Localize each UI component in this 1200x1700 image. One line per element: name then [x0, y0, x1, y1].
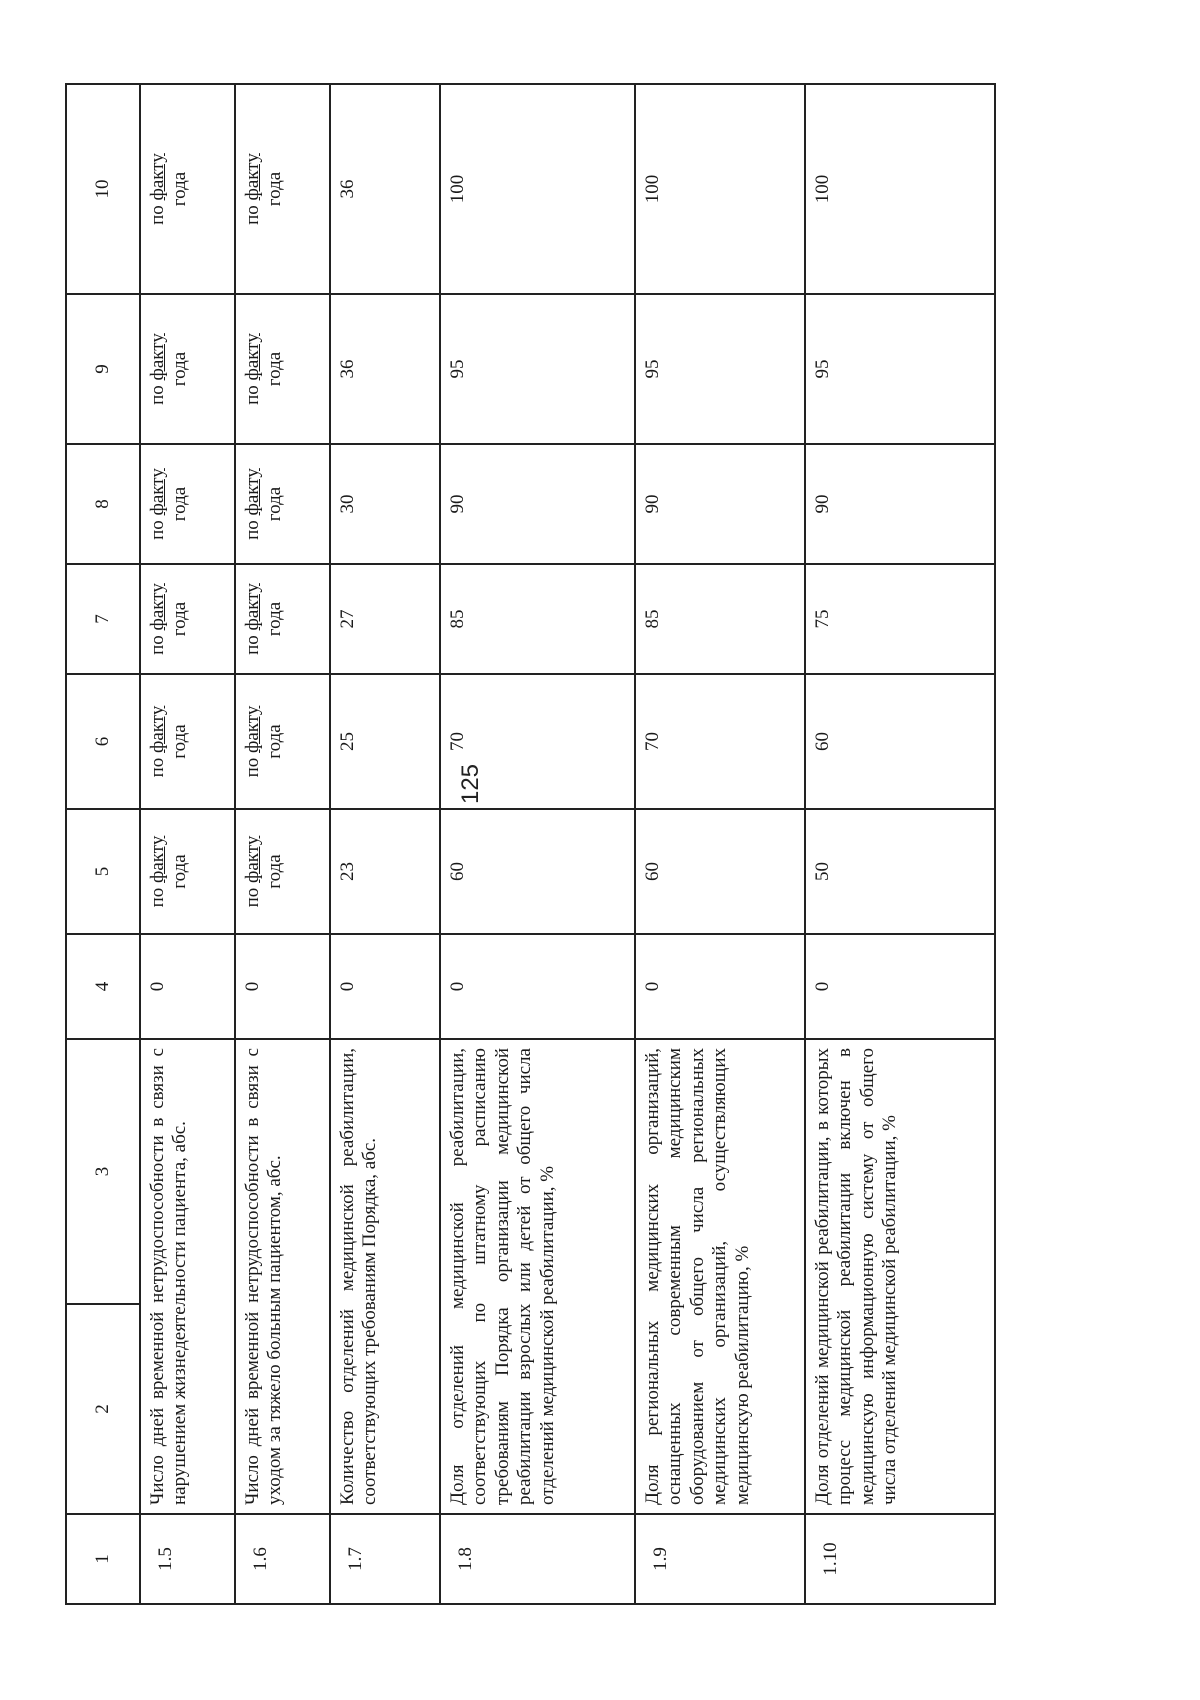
- fact-prefix: по: [147, 385, 168, 405]
- fact-suffix: года: [264, 724, 286, 759]
- fact-value: [140, 809, 235, 934]
- fact-prefix: по: [147, 757, 168, 778]
- table-row: [330, 84, 440, 1604]
- fact-suffix: года: [169, 601, 191, 637]
- column-header: 1: [66, 1514, 140, 1604]
- fact-suffix: года: [169, 171, 191, 207]
- fact-word: факту: [242, 333, 263, 381]
- target-value: 85: [440, 564, 635, 674]
- fact-prefix: по: [147, 520, 168, 540]
- page-number: 125: [457, 763, 485, 805]
- table-container: [65, 85, 980, 1605]
- target-value: 85: [635, 564, 805, 674]
- fact-word: факту: [147, 333, 168, 381]
- column-header: 5: [66, 809, 140, 934]
- fact-value: [140, 444, 235, 564]
- fact-value: [235, 294, 330, 444]
- fact-value: [140, 294, 235, 444]
- fact-value: [235, 809, 330, 934]
- fact-suffix: года: [264, 601, 286, 637]
- indicator-name: Доля отделений медицинской реабилитации, соответствующих по штатному расписанию требованиям Порядка организации медицинской реабилитации взрослых или детей от общего числа отделений медицинской реабилитации, %: [440, 1039, 635, 1514]
- target-value: 95: [805, 294, 995, 444]
- table-row: [635, 84, 805, 1604]
- baseline-value: 0: [330, 934, 440, 1039]
- target-value: 36: [330, 294, 440, 444]
- target-value: 60: [635, 809, 805, 934]
- fact-value: [140, 674, 235, 809]
- fact-prefix: по: [242, 635, 263, 655]
- fact-suffix: года: [264, 171, 286, 207]
- fact-suffix: года: [169, 486, 191, 522]
- baseline-value: 0: [635, 934, 805, 1039]
- target-value: 70: [635, 674, 805, 809]
- target-value: 100: [440, 84, 635, 294]
- column-header: 6: [66, 674, 140, 809]
- target-value: 90: [805, 444, 995, 564]
- target-value: 36: [330, 84, 440, 294]
- fact-word: факту: [147, 153, 168, 201]
- fact-word: факту: [147, 835, 168, 883]
- indicator-name: Доля отделений медицинской реабилитации, в которых процесс медицинской реабилитации включен в медицинскую информационную систему от общего числа отделений медицинской реабилитации, %: [805, 1039, 995, 1514]
- table-row: [235, 84, 330, 1604]
- fact-word: факту: [147, 705, 168, 753]
- fact-prefix: по: [147, 887, 168, 908]
- row-code: 1.9: [635, 1514, 805, 1604]
- indicator-name: Число дней временной нетрудоспособности в связи с нарушением жизнедеятельности пациента, абс.: [140, 1039, 235, 1514]
- row-code: 1.5: [140, 1514, 235, 1604]
- fact-value: [235, 564, 330, 674]
- fact-suffix: года: [264, 854, 286, 889]
- table-row: [805, 84, 995, 1604]
- target-value: 90: [635, 444, 805, 564]
- fact-suffix: года: [169, 724, 191, 759]
- row-code: 1.8: [440, 1514, 635, 1604]
- column-header: 3: [66, 1039, 140, 1304]
- target-value: 100: [635, 84, 805, 294]
- table-row: [140, 84, 235, 1604]
- target-value: 100: [805, 84, 995, 294]
- target-value: 27: [330, 564, 440, 674]
- fact-word: факту: [242, 153, 263, 201]
- column-header: 2: [66, 1304, 140, 1514]
- fact-prefix: по: [242, 385, 263, 405]
- fact-prefix: по: [242, 757, 263, 778]
- target-value: 60: [440, 809, 635, 934]
- target-value: 23: [330, 809, 440, 934]
- fact-prefix: по: [147, 635, 168, 655]
- baseline-value: 0: [440, 934, 635, 1039]
- fact-word: факту: [147, 468, 168, 516]
- fact-suffix: года: [264, 351, 286, 387]
- column-header: 10: [66, 84, 140, 294]
- row-code: 1.7: [330, 1514, 440, 1604]
- baseline-value: 0: [805, 934, 995, 1039]
- fact-value: [235, 674, 330, 809]
- target-value: 75: [805, 564, 995, 674]
- fact-suffix: года: [169, 854, 191, 889]
- fact-word: факту: [242, 468, 263, 516]
- fact-prefix: по: [242, 205, 263, 225]
- baseline-value: 0: [235, 934, 330, 1039]
- fact-value: [140, 564, 235, 674]
- target-value: 60: [805, 674, 995, 809]
- fact-word: факту: [242, 583, 263, 631]
- column-header: 4: [66, 934, 140, 1039]
- fact-word: факту: [242, 705, 263, 753]
- fact-word: факту: [147, 583, 168, 631]
- indicators-table: [65, 83, 996, 1605]
- baseline-value: 0: [140, 934, 235, 1039]
- indicator-name: Количество отделений медицинской реабилитации, соответствующих требованиям Порядка, абс.: [330, 1039, 440, 1514]
- row-code: 1.10: [805, 1514, 995, 1604]
- fact-word: факту: [242, 835, 263, 883]
- target-value: 70: [440, 674, 635, 809]
- target-value: 90: [440, 444, 635, 564]
- column-header: 8: [66, 444, 140, 564]
- indicator-name: Число дней временной нетрудоспособности в связи с уходом за тяжело больным пациентом, абс.: [235, 1039, 330, 1514]
- fact-suffix: года: [264, 486, 286, 522]
- column-header: 9: [66, 294, 140, 444]
- fact-value: [235, 444, 330, 564]
- table-row: [440, 84, 635, 1604]
- target-value: 95: [440, 294, 635, 444]
- indicator-name: Доля региональных медицинских организаций, оснащенных современным медицинским оборудованием от общего числа региональных медицинских организаций, осуществляющих медицинскую реабилитацию, %: [635, 1039, 805, 1514]
- target-value: 25: [330, 674, 440, 809]
- fact-suffix: года: [169, 351, 191, 387]
- row-code: 1.6: [235, 1514, 330, 1604]
- header-row: [66, 84, 140, 1604]
- target-value: 50: [805, 809, 995, 934]
- target-value: 30: [330, 444, 440, 564]
- fact-prefix: по: [242, 520, 263, 540]
- fact-prefix: по: [147, 205, 168, 225]
- fact-prefix: по: [242, 887, 263, 908]
- fact-value: [140, 84, 235, 294]
- target-value: 95: [635, 294, 805, 444]
- column-header: 7: [66, 564, 140, 674]
- fact-value: [235, 84, 330, 294]
